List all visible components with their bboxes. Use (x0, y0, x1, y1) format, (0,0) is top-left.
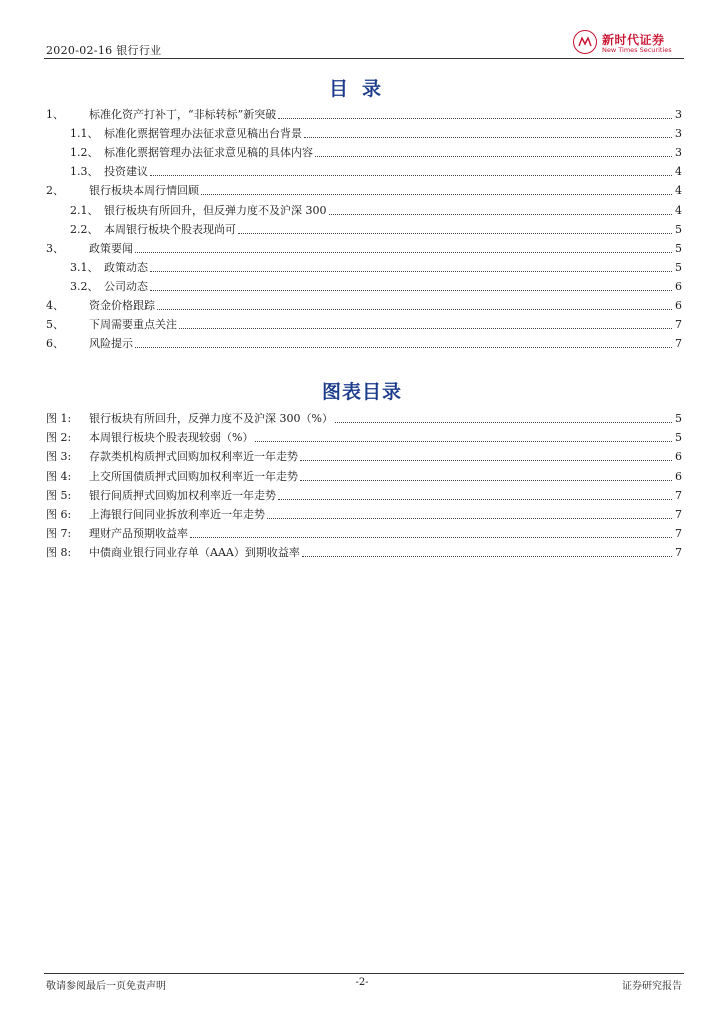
toc-entry[interactable] (46, 125, 682, 141)
toc-entry[interactable] (46, 202, 682, 218)
entry-title: 投资建议 (104, 165, 148, 179)
new-times-emblem-icon (573, 30, 597, 54)
entry-title: 公司动态 (104, 279, 148, 293)
figure-entry[interactable] (46, 448, 682, 464)
footer-divider (44, 973, 684, 974)
entry-page-number: 5 (675, 222, 682, 236)
entry-page-number: 3 (675, 146, 682, 160)
entry-title: 银行板块本周行情回顾 (89, 184, 199, 198)
dot-leader (304, 137, 672, 138)
dot-leader (135, 252, 672, 253)
entry-number: 图 6: (46, 508, 72, 521)
entry-page-number: 7 (675, 318, 682, 332)
entry-title: 银行间质押式回购加权利率近一年走势 (89, 488, 276, 502)
entry-number: 图 1: (46, 412, 72, 425)
entry-title: 下周需要重点关注 (89, 318, 177, 332)
entry-page-number: 4 (675, 203, 682, 217)
entry-page-number: 7 (675, 488, 682, 502)
dot-leader (157, 309, 672, 310)
entry-title: 标准化资产打补丁，“非标转标”新突破 (89, 108, 277, 121)
entry-title: 银行板块有所回升，反弹力度不及沪深 300（%） (89, 412, 333, 425)
dot-leader (335, 422, 672, 423)
logo-chinese-name: 新时代证券 (602, 33, 665, 47)
entry-number: 3、 (46, 241, 64, 255)
entry-number: 2、 (46, 184, 64, 198)
dot-leader (150, 271, 672, 272)
entry-number: 3.1、 (70, 260, 99, 274)
toc-entry[interactable] (46, 297, 682, 313)
dot-leader (300, 480, 672, 481)
entry-number: 1.2、 (70, 146, 99, 160)
figure-entry[interactable] (46, 429, 682, 445)
dot-leader (267, 518, 672, 519)
entry-page-number: 5 (675, 412, 682, 425)
figure-entry[interactable] (46, 525, 682, 541)
entry-title: 政策要闻 (89, 241, 133, 255)
toc-entry[interactable] (46, 240, 682, 256)
entry-title: 资金价格跟踪 (89, 299, 155, 312)
footer-disclaimer: 敬请参阅最后一页免责声明 (46, 981, 166, 992)
entry-title: 理财产品预期收益率 (89, 527, 188, 541)
toc-entry[interactable] (46, 335, 682, 351)
toc-entry[interactable] (46, 278, 682, 294)
dot-leader (302, 556, 672, 557)
dot-leader (329, 214, 673, 215)
dot-leader (300, 460, 672, 461)
entry-number: 图 7: (46, 527, 72, 541)
entry-page-number: 6 (675, 279, 682, 293)
entry-number: 2.2、 (70, 222, 99, 236)
entry-page-number: 4 (675, 184, 682, 198)
dot-leader (238, 233, 672, 234)
entry-title: 上海银行间同业拆放利率近一年走势 (89, 508, 265, 521)
dot-leader (150, 290, 672, 291)
entry-page-number: 4 (675, 165, 682, 179)
toc-entry[interactable] (46, 106, 682, 122)
entry-page-number: 5 (675, 241, 682, 255)
entry-number: 图 4: (46, 469, 72, 483)
entry-title: 中债商业银行同业存单（AAA）到期收益率 (89, 546, 300, 560)
entry-number: 6、 (46, 337, 64, 351)
logo-english-name: New Times Securities (602, 46, 672, 54)
dot-leader (255, 441, 672, 442)
entry-title: 本周银行板块个股表现尚可 (104, 222, 236, 236)
entry-number: 1.1、 (70, 127, 99, 141)
dot-leader (201, 194, 672, 195)
entry-page-number: 3 (675, 127, 682, 141)
entry-title: 上交所国债质押式回购加权利率近一年走势 (89, 469, 298, 483)
figures-title: 图表目录 (321, 381, 402, 403)
toc-title: 目录 (328, 78, 395, 100)
figure-entry[interactable] (46, 487, 682, 503)
entry-number: 图 3: (46, 450, 72, 464)
company-logo (573, 30, 685, 56)
toc-entry[interactable] (46, 144, 682, 160)
footer-page-number: -2- (355, 977, 369, 988)
dot-leader (150, 175, 672, 176)
entry-page-number: 7 (675, 508, 682, 521)
entry-page-number: 7 (675, 546, 682, 560)
dot-leader (278, 499, 672, 500)
entry-number: 图 8: (46, 546, 72, 560)
footer-report-type: 证券研究报告 (622, 981, 682, 992)
entry-number: 3.2、 (70, 279, 99, 293)
dot-leader (278, 118, 672, 119)
entry-title: 银行板块有所回升，但反弹力度不及沪深 300 (104, 203, 327, 217)
toc-entry[interactable] (46, 163, 682, 179)
dot-leader (315, 156, 672, 157)
entry-page-number: 5 (675, 260, 682, 274)
dot-leader (135, 347, 672, 348)
entry-page-number: 6 (675, 469, 682, 483)
toc-entry[interactable] (46, 316, 682, 332)
entry-page-number: 3 (675, 108, 682, 121)
entry-page-number: 7 (675, 527, 682, 541)
dot-leader (190, 537, 672, 538)
figure-entry[interactable] (46, 410, 682, 426)
entry-number: 图 2: (46, 431, 72, 445)
entry-number: 4、 (46, 299, 64, 312)
entry-number: 1.3、 (70, 165, 99, 179)
entry-page-number: 6 (675, 450, 682, 464)
entry-page-number: 5 (675, 431, 682, 445)
entry-page-number: 7 (675, 337, 682, 351)
report-date-sector: 2020-02-16 银行行业 (46, 44, 162, 57)
toc-entry[interactable] (46, 182, 682, 198)
toc-entry[interactable] (46, 259, 682, 275)
entry-number: 5、 (46, 318, 64, 332)
entry-title: 存款类机构质押式回购加权利率近一年走势 (89, 450, 298, 464)
entry-title: 标准化票据管理办法征求意见稿出台背景 (104, 127, 302, 141)
toc-entry[interactable] (46, 221, 682, 237)
figure-entry[interactable] (46, 506, 682, 522)
dot-leader (179, 328, 672, 329)
entry-title: 风险提示 (89, 337, 133, 351)
entry-title: 标准化票据管理办法征求意见稿的具体内容 (104, 146, 313, 160)
figure-entry[interactable] (46, 544, 682, 560)
figure-entry[interactable] (46, 468, 682, 484)
entry-title: 政策动态 (104, 260, 148, 274)
header-divider (44, 58, 684, 59)
entry-title: 本周银行板块个股表现较弱（%） (89, 431, 254, 445)
entry-page-number: 6 (675, 299, 682, 312)
entry-number: 图 5: (46, 488, 72, 502)
entry-number: 1、 (46, 108, 64, 121)
entry-number: 2.1、 (70, 203, 99, 217)
